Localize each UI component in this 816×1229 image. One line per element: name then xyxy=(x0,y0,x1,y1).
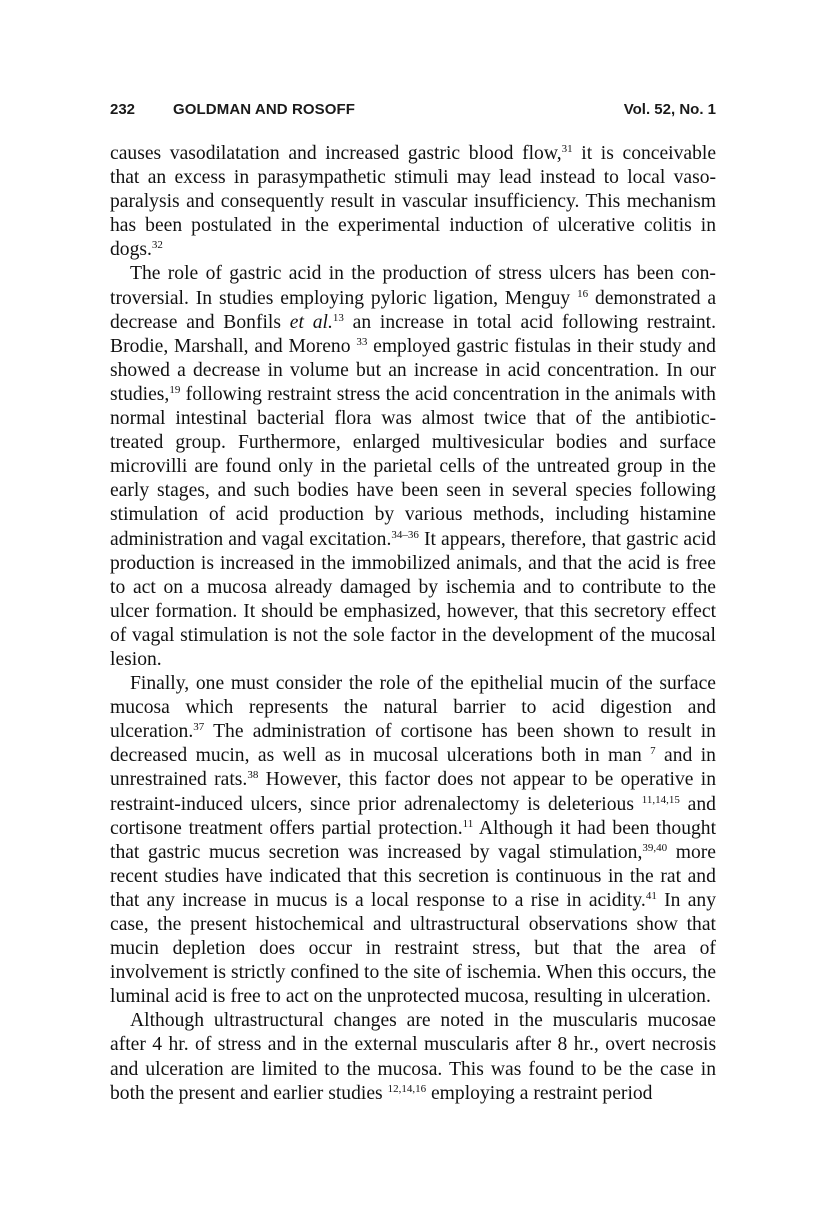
paragraph-3: Finally, one must consider the role of the epithelial mucin of the surface mucosa which represents the natural barrier to acid digestion and ulceration.$^{37}$ The administration of cortisone has been shown to result in decreased mucin, as well as in mucosal ulcerations both in man $^7$ and in unrestrained rats.$^{38}$ However, this factor does not appear to be operative in restraint-induced ulcers, since prior adrenalectomy is deleterious $^{11,14,15}$ and cortisone treatment offers partial protection.$^{11}$ Although it had been thought that gastric mucus secretion was increased by vagal stimulation,$^{39,40}$ more recent studies have indicated that this secretion is continuous in the rat and that any increase in mucus is a local response to a rise in acidity.$^{41}$ In any case, the present histochemical and ultrastructural observations show that mucin depletion does occur in restraint stress, but that the area of involvement is strictly confined to the site of ischemia. When this occurs, the luminal acid is free to act on the unprotected mucosa, resulting in ulceration. xyxy=(110,673,717,1008)
paragraph-4: Although ultrastructural changes are noted in the muscularis mucosae after 4 hr. of stress and in the external muscularis after 8 hr., overt necrosis and ulceration are limited to the mucosa. This was found to be the case in both the present and earlier studies $^{12,14,16}$ employing a restraint period xyxy=(110,1010,717,1104)
running-head: GOLDMAN AND ROSOFF xyxy=(173,101,356,118)
page-number: 232 xyxy=(110,101,136,118)
paragraph-2: The role of gastric acid in the production of stress ulcers has been controversial. In studies employing pyloric ligation, Menguy $^{16}$ demonstrated a decrease and Bonfils et al.$^{13}$ an increase in total acid following restraint. Brodie, Marshall, and Moreno $^{33}$ employed gastric fistulas in their study and showed a decrease in volume but an increase in acid concentration. In our studies,$^{19}$ following restraint stress the acid concentration in the animals with normal intestinal bacterial flora was almost twice that of the antibiotic-treated group. Furthermore, enlarged multivesicular bodies and surface microvilli are found only in the parietal cells of the untreated group in the early stages, and such bodies have been seen in several species following stimulation of acid production by various methods, including histamine administration and vagal excitation.$^{34-36}$ It appears, therefore, that gastric acid production is increased in the immobilized animals, and that the acid is free to act on a mucosa already damaged by ischemia and to contribute to the ulcer formation. It should be emphasized, however, that this secretory effect of vagal stimulation is not the sole factor in the development of the mucosal lesion. xyxy=(110,263,717,670)
paragraph-1: causes vasodilatation and increased gastric blood flow,$^{31}$ it is conceivable that an excess in parasympathetic stimuli may lead instead to local vasoparalysis and consequently result in vascular insufficiency. This mechanism has been postulated in the experimental induction of ulcerative colitis in dogs.$^{32}$ xyxy=(110,143,717,261)
running-header xyxy=(110,101,716,123)
article-body xyxy=(110,142,716,1106)
volume-issue: Vol. 52, No. 1 xyxy=(623,101,716,118)
